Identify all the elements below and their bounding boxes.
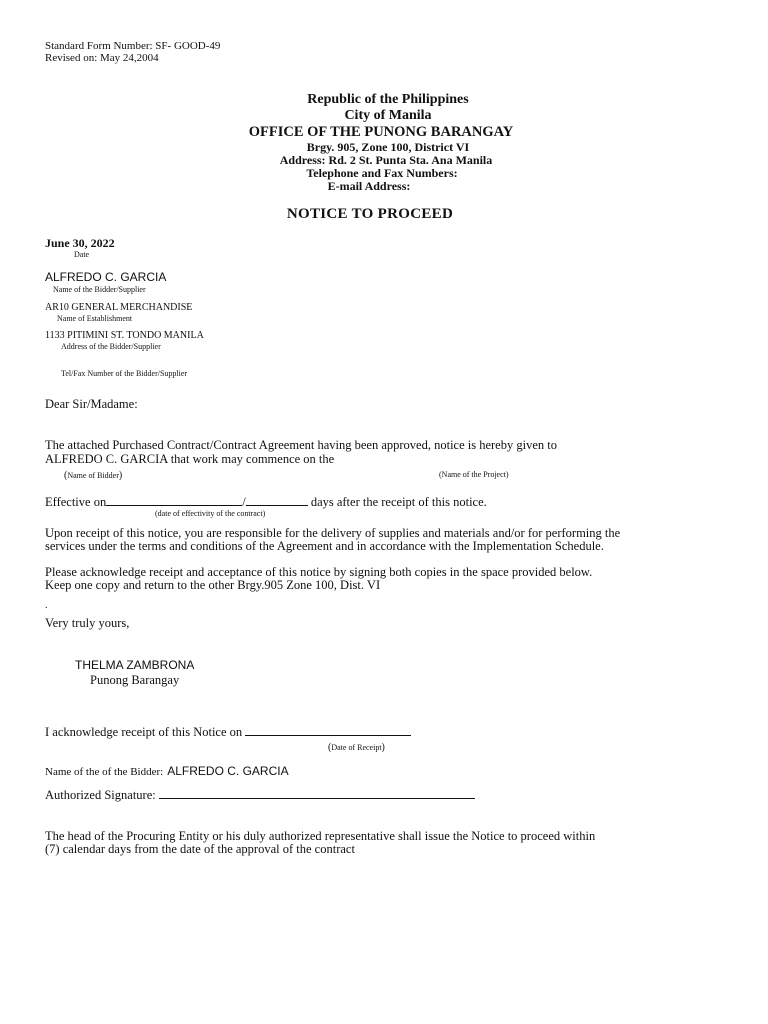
authorized-signature-field[interactable] (159, 787, 475, 799)
date-of-receipt-label: (Date of Receipt) (328, 742, 385, 753)
para3-line2: Keep one copy and return to the other Brgy.905 Zone 100, Dist. VI (45, 578, 381, 592)
effectivity-label: (date of effectivity of the contract) (155, 509, 266, 518)
effective-line (45, 494, 487, 510)
header-country: Republic of the Philippines (307, 92, 469, 107)
salutation: Dear Sir/Madame: (45, 397, 138, 411)
authorized-signature-label: Authorized Signature: (45, 788, 156, 802)
footer-line2: (7) calendar days from the date of the approval of the contract (45, 842, 355, 856)
acknowledge-prefix: I acknowledge receipt of this Notice on (45, 725, 243, 739)
header-brgy: Brgy. 905, Zone 100, District VI (306, 140, 470, 154)
form-number: Standard Form Number: SF- GOOD-49 (45, 40, 221, 52)
bidder-address: 1133 PITIMINI ST. TONDO MANILA (45, 330, 204, 341)
para1-line2: ALFREDO C. GARCIA that work may commence on the (45, 452, 335, 466)
para1-line1: The attached Purchased Contract/Contract Agreement having been approved, notice is hereby given to (45, 438, 557, 452)
bidder-label: Name of the Bidder/Supplier (53, 285, 146, 294)
effectivity-date-field[interactable] (106, 494, 242, 506)
header-address: Address: Rd. 2 St. Punta Sta. Ana Manila (279, 153, 493, 167)
bidder-line (45, 762, 289, 780)
header-office: OFFICE OF THE PUNONG BARANGAY (248, 124, 514, 140)
bidder-line-label: Name of the of the Bidder: (45, 766, 164, 778)
effectivity-days-field[interactable] (246, 494, 308, 506)
tel-label: Tel/Fax Number of the Bidder/Supplier (61, 369, 188, 378)
establishment-name: AR10 GENERAL MERCHANDISE (45, 302, 193, 313)
bidder-line-name: ALFREDO C. GARCIA (167, 764, 289, 778)
effective-suffix: days after the receipt of this notice. (310, 495, 487, 509)
name-of-bidder-label: (Name of Bidder) (64, 470, 123, 481)
receipt-date-field[interactable] (245, 724, 411, 736)
effective-prefix: Effective on (45, 495, 107, 509)
closing: Very truly yours, (45, 616, 130, 630)
establishment-label: Name of Establishment (57, 314, 133, 323)
document-title: NOTICE TO PROCEED (286, 206, 454, 222)
form-revised: Revised on: May 24,2004 (45, 52, 159, 64)
signatory-title: Punong Barangay (90, 673, 180, 687)
signatory-name: THELMA ZAMBRONA (75, 658, 195, 672)
para2-line1: Upon receipt of this notice, you are responsible for the delivery of supplies and materials and/or for performing the (45, 526, 621, 540)
effective-slash: / (242, 495, 246, 509)
footer-line1: The head of the Procuring Entity or his duly authorized representative shall issue the Notice to proceed within (45, 829, 596, 843)
para3-line1: Please acknowledge receipt and acceptance of this notice by signing both copies in the space provided below. (45, 565, 593, 579)
header-city: City of Manila (344, 108, 432, 123)
header-phone: Telephone and Fax Numbers: (306, 166, 458, 180)
header-email: E-mail Address: (327, 179, 411, 193)
date-value: June 30, 2022 (45, 236, 115, 250)
para2-line2: services under the terms and conditions of the Agreement and in accordance with the Implementation Schedule. (45, 539, 604, 553)
name-of-project-label: (Name of the Project) (439, 470, 509, 479)
stray-dot: . (45, 600, 48, 611)
acknowledge-line (45, 724, 411, 740)
bidder-name: ALFREDO C. GARCIA (45, 270, 167, 284)
authorized-signature-line (45, 787, 475, 803)
address-label: Address of the Bidder/Supplier (61, 342, 161, 351)
date-label: Date (74, 250, 90, 259)
